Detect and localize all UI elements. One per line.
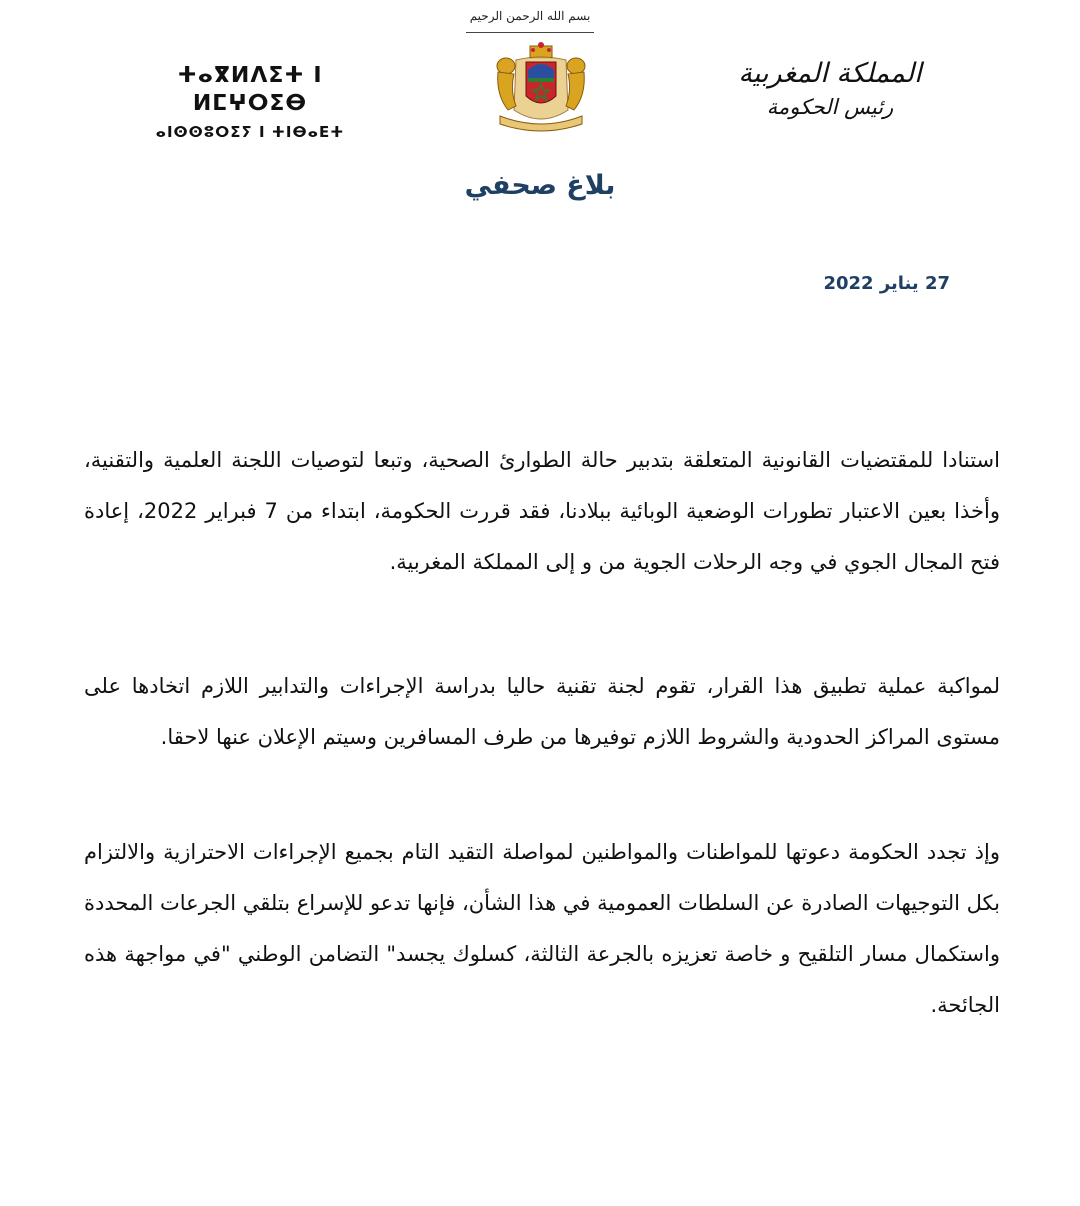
lion-right-icon (566, 58, 585, 110)
paragraph-airspace-reopening: استنادا للمقتضيات القانونية المتعلقة بتدبير حالة الطوارئ الصحية، وتبعا لتوصيات اللجنة العلمية والتقنية، وأخذا بعين الاعتبار تطورات الوضعية الوبائية ببلادنا، فقد قررت الحكومة، ابتداء من 7 فبراير 2022، إعادة فتح المجال الجوي في وجه الرحلات الجوية من و إلى المملكة المغربية. (84, 448, 1000, 574)
paragraph-technical-committee: لمواكبة عملية تطبيق هذا القرار، تقوم لجنة تقنية حاليا بدراسة الإجراءات والتدابير اللازم اتخادها على مستوى المراكز الحدودية والشروط اللازم توفيرها من طرف المسافرين وسيتم الإعلان عنها لاحقا. (84, 674, 1000, 749)
paragraph-vaccination-call: وإذ تجدد الحكومة دعوتها للمواطنات والمواطنين لمواصلة التقيد التام بجميع الإجراءات الاحترازية والالتزام بكل التوجيهات الصادرة عن السلطات العمومية في هذا الشأن، فإنها تدعو للإسراع بتلقي الجرعات المحددة واستكمال مسار التلقيح و خاصة تعزيزه بالجرعة الثالثة، كسلوك يجسد" التضامن الوطني "في مواجهة هذه الجائحة. (84, 840, 1000, 1017)
arabic-header (730, 56, 930, 122)
coat-of-arms-icon (486, 40, 596, 132)
lion-left-icon (497, 58, 516, 110)
kingdom-of-morocco-label: المملكة المغربية (738, 58, 922, 89)
page-title: بلاغ صحفي (464, 170, 616, 201)
crown-icon (530, 42, 552, 58)
tifinagh-head-of-government-label: ⴰⵏⵙⵙⵓⵔⵉⵢ ⵏ ⵜⵏⴱⴰⴹⵜ (155, 123, 345, 141)
tifinagh-kingdom-label: ⵜⴰⴳⵍⴷⵉⵜ ⵏ ⵍⵎⵖⵔⵉⴱ (177, 63, 323, 116)
head-of-government-label: رئيس الحكومة (766, 95, 894, 119)
basmala: بسم الله الرحمن الرحيم (466, 8, 594, 33)
tifinagh-header (140, 62, 360, 144)
press-release-date: 27 يناير 2022 (823, 273, 950, 294)
